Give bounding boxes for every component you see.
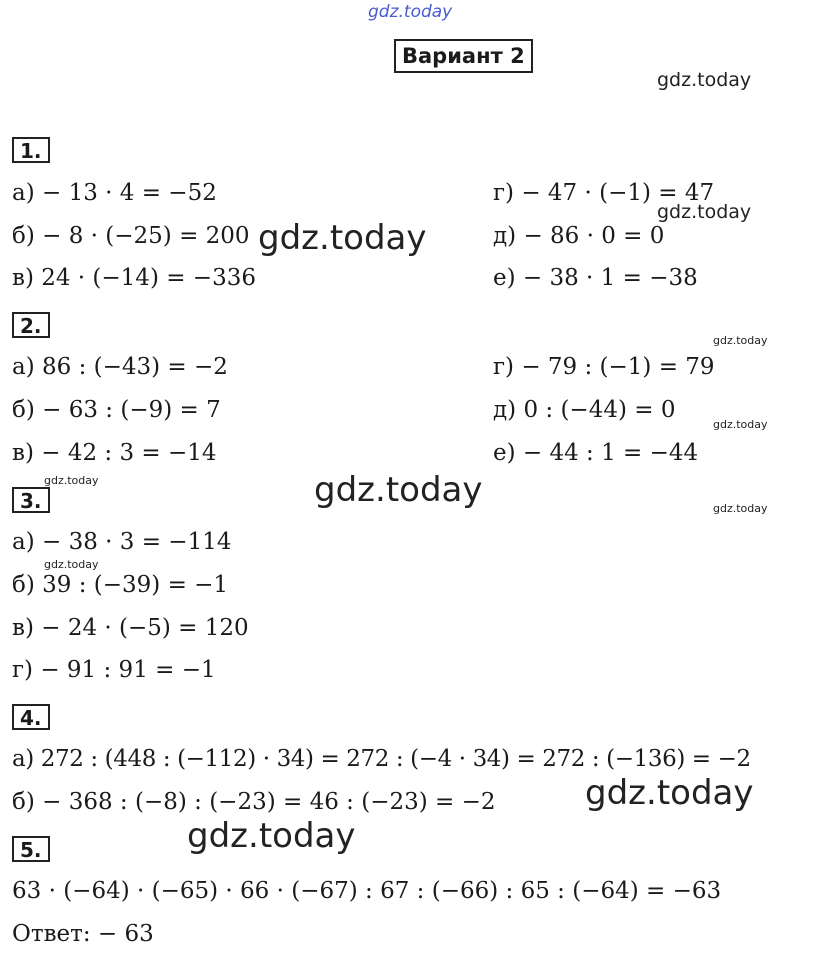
watermark: gdz.today (713, 334, 768, 347)
watermark: gdz.today (44, 474, 99, 487)
watermark: gdz.today (585, 773, 754, 813)
task-5-number: 5. (12, 836, 50, 862)
watermark: gdz.today (44, 558, 99, 571)
task-1-g: г) − 47 · (−1) = 47 (493, 180, 715, 206)
variant-title: Вариант 2 (394, 39, 533, 73)
task-1-a: а) − 13 · 4 = −52 (12, 180, 217, 206)
task-2-g: г) − 79 : (−1) = 79 (493, 354, 715, 380)
task-1-e: е) − 38 · 1 = −38 (493, 265, 698, 291)
task-4-b: б) − 368 : (−8) : (−23) = 46 : (−23) = −2 (12, 789, 496, 815)
task-3-a: а) − 38 · 3 = −114 (12, 529, 232, 555)
task-4-a: а) 272 : (448 : (−112) · 34) = 272 : (−4 · 34) = 272 : (−136) = −2 (12, 746, 751, 772)
task-4-number: 4. (12, 704, 50, 730)
task-2-a: а) 86 : (−43) = −2 (12, 354, 228, 380)
watermark: gdz.today (657, 69, 752, 91)
watermark: gdz.today (657, 201, 752, 223)
watermark: gdz.today (258, 218, 427, 258)
watermark: gdz.today (713, 418, 768, 431)
task-2-e: е) − 44 : 1 = −44 (493, 440, 699, 466)
watermark: gdz.today (314, 470, 483, 510)
task-2-v: в) − 42 : 3 = −14 (12, 440, 217, 466)
task-1-b: б) − 8 · (−25) = 200 (12, 223, 250, 249)
top-watermark: gdz.today (368, 2, 453, 22)
task-3-g: г) − 91 : 91 = −1 (12, 657, 216, 683)
task-1-v: в) 24 · (−14) = −336 (12, 265, 256, 291)
task-1-number: 1. (12, 137, 50, 163)
task-3-b: б) 39 : (−39) = −1 (12, 572, 229, 598)
task-5-answer: Ответ: − 63 (12, 921, 154, 947)
watermark: gdz.today (187, 816, 356, 856)
watermark: gdz.today (713, 502, 768, 515)
task-3-v: в) − 24 · (−5) = 120 (12, 615, 249, 641)
task-2-d: д) 0 : (−44) = 0 (493, 397, 676, 423)
task-5-expression: 63 · (−64) · (−65) · 66 · (−67) : 67 : (−66) : 65 : (−64) = −63 (12, 878, 722, 904)
task-1-d: д) − 86 · 0 = 0 (493, 223, 665, 249)
task-2-number: 2. (12, 312, 50, 338)
task-2-b: б) − 63 : (−9) = 7 (12, 397, 221, 423)
task-3-number: 3. (12, 487, 50, 513)
